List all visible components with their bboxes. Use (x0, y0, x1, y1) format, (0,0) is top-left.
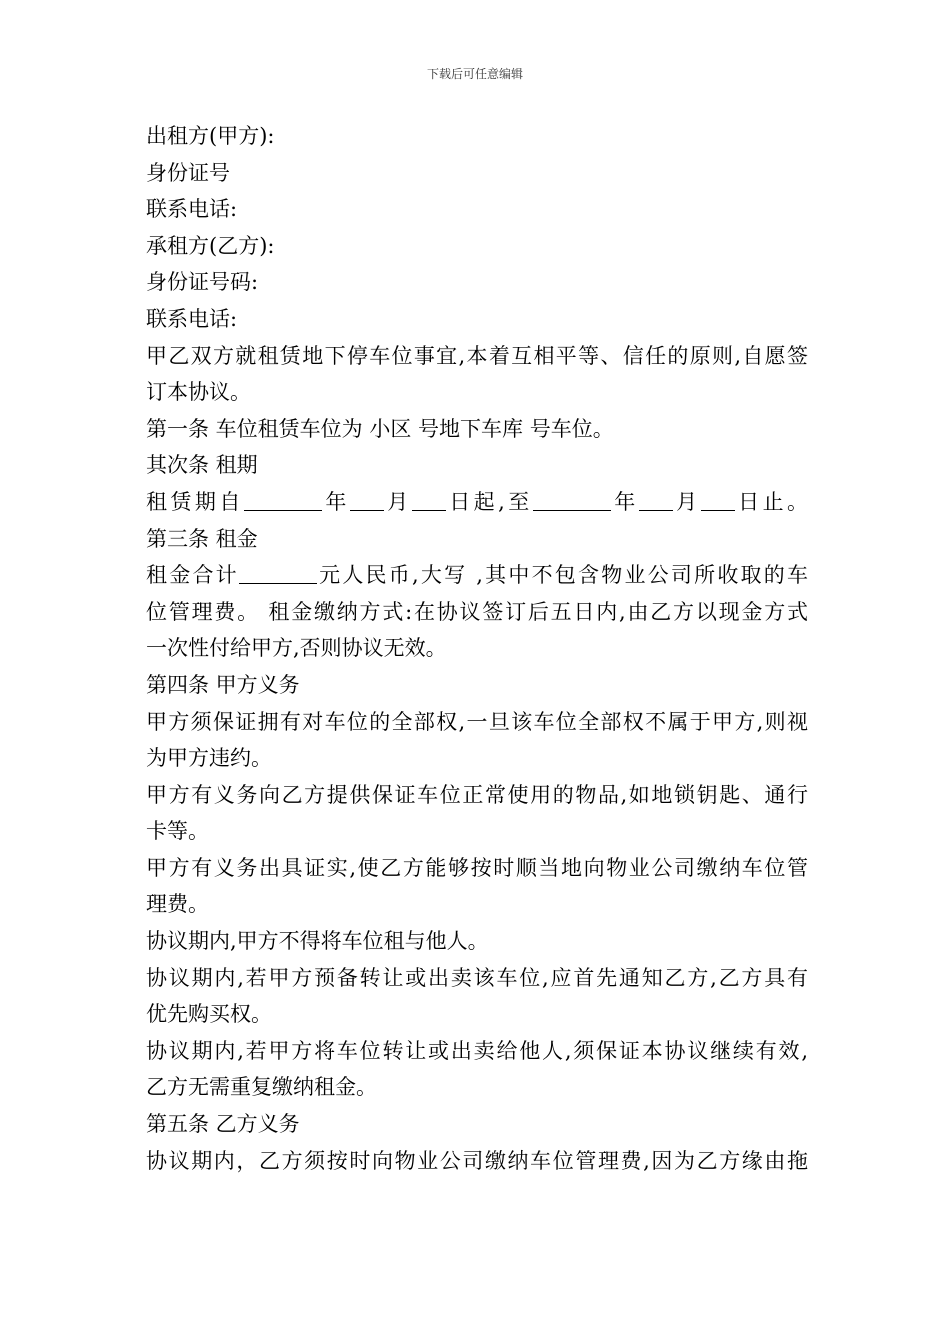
term-text-2: 年 (321, 489, 350, 514)
article-3-heading: 第三条 租金 (146, 526, 258, 551)
lessor-duty-5-end: 优先购买权。 (146, 1002, 272, 1027)
lessor-duty-3: 甲方有义务出具证实,使乙方能够按时顺当地向物业公司缴纳车位管 (146, 855, 808, 880)
lessor-label: 出租方(甲方): (146, 124, 275, 148)
rent-text-1: 租金合计 (146, 563, 239, 588)
term-text-4: 日起,至 (445, 489, 533, 514)
lessor-duty-3-end: 理费。 (146, 892, 209, 917)
lease-term-line (146, 484, 808, 521)
lessor-duty-1: 甲方须保证拥有对车位的全部权,一旦该车位全部权不属于甲方,则视 (146, 709, 808, 734)
agreement-body (146, 118, 808, 1179)
article-4-heading: 第四条 甲方义务 (146, 672, 300, 697)
term-text-1: 租赁期自 (146, 489, 244, 514)
start-month-blank[interactable] (350, 490, 384, 511)
lessor-duty-1-end: 为甲方违约。 (146, 746, 272, 771)
term-text-5: 年 (610, 489, 639, 514)
rent-payment-line-end: 一次性付给甲方,否则协议无效。 (146, 636, 447, 661)
rent-total-line (146, 557, 808, 594)
lessor-duty-2: 甲方有义务向乙方提供保证车位正常使用的物品,如地锁钥匙、通行 (146, 782, 808, 807)
lessee-id-label: 身份证号码: (146, 270, 259, 295)
term-text-6: 月 (672, 489, 701, 514)
lessor-duty-5: 协议期内,若甲方预备转让或出卖该车位,应首先通知乙方,乙方具有 (146, 965, 808, 990)
end-month-blank[interactable] (639, 490, 673, 511)
term-text-7: 日止。 (734, 489, 808, 514)
preamble-line-2: 订本协议。 (146, 380, 251, 405)
term-text-3: 月 (383, 489, 412, 514)
lessor-duty-2-end: 卡等。 (146, 819, 209, 844)
article-5-heading: 第五条 乙方义务 (146, 1112, 300, 1137)
lessor-duty-6-end: 乙方无需重复缴纳租金。 (146, 1075, 377, 1100)
lessee-duty-1: 协议期内，乙方须按时向物业公司缴纳车位管理费,因为乙方缘由拖 (146, 1148, 808, 1173)
end-year-blank[interactable] (533, 490, 611, 511)
preamble-line-1: 甲乙双方就租赁地下停车位事宜,本着互相平等、信任的原则,自愿签 (146, 343, 808, 368)
header-note: 下载后可任意编辑 (426, 67, 523, 81)
article-1: 第一条 车位租赁车位为 小区 号地下车库 号车位。 (146, 416, 614, 441)
rent-text-2: 元人民币,大写 ,其中不包含物业公司所收取的车 (316, 563, 808, 588)
lessee-phone-label: 联系电话: (146, 306, 238, 331)
lessor-duty-6: 协议期内,若甲方将车位转让或出卖给他人,须保证本协议继续有效, (146, 1038, 808, 1063)
rent-payment-line: 位管理费。 租金缴纳方式:在协议签订后五日内,由乙方以现金方式 (146, 599, 808, 624)
rent-amount-blank[interactable] (239, 563, 317, 584)
lessee-label: 承租方(乙方): (146, 233, 275, 258)
start-day-blank[interactable] (412, 490, 446, 511)
article-2-heading: 其次条 租期 (146, 453, 258, 478)
lessor-phone-label: 联系电话: (146, 197, 238, 222)
start-year-blank[interactable] (244, 490, 322, 511)
lessor-id-label: 身份证号 (146, 160, 230, 185)
lessor-duty-4: 协议期内,甲方不得将车位租与他人。 (146, 929, 489, 954)
end-day-blank[interactable] (701, 490, 735, 511)
